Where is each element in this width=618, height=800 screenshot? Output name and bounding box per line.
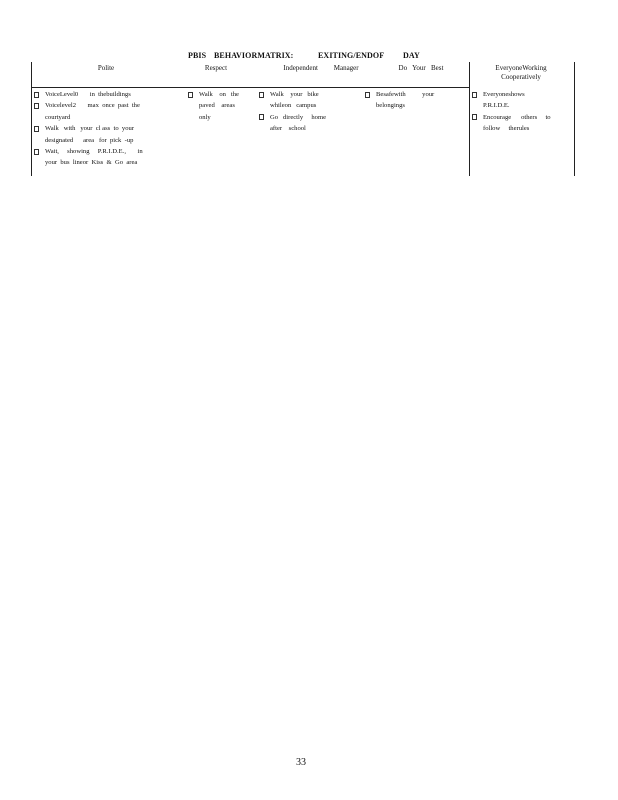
list-item bbox=[187, 89, 249, 123]
item-text: after school bbox=[270, 125, 306, 133]
item-text: paved areas bbox=[199, 102, 235, 110]
column-respect bbox=[187, 89, 249, 123]
column-polite bbox=[33, 89, 167, 169]
item-text: Wait, showing P.R.I.D.E., in bbox=[45, 148, 143, 156]
item-text: belongings bbox=[376, 102, 405, 110]
list-item bbox=[258, 112, 358, 135]
item-text: Walk your bike bbox=[270, 91, 319, 98]
list-item bbox=[33, 100, 167, 123]
item-text: whileon campus bbox=[270, 102, 317, 110]
column-cooperatively bbox=[471, 89, 571, 135]
checkbox-icon bbox=[259, 114, 264, 120]
item-text: Walk on the bbox=[199, 91, 239, 98]
header-rule bbox=[31, 87, 469, 88]
item-text: Everyoneshows bbox=[483, 91, 525, 98]
item-text: designated area for pick -up bbox=[45, 136, 134, 144]
header-cooperatively: Cooperatively bbox=[501, 73, 541, 81]
list-item bbox=[258, 89, 358, 112]
header-polite: Polite bbox=[97, 64, 115, 72]
checkbox-icon bbox=[259, 92, 264, 98]
item-text: follow therules bbox=[483, 125, 530, 133]
column-do-your-best bbox=[364, 89, 464, 112]
checkbox-icon bbox=[34, 149, 39, 155]
table-column-divider bbox=[469, 62, 470, 176]
list-item bbox=[471, 89, 571, 112]
list-item bbox=[364, 89, 464, 112]
header-everyone-working-cooperatively bbox=[471, 64, 571, 82]
header-independent: Independent bbox=[283, 64, 318, 72]
item-text: P.R.I.D.E. bbox=[483, 102, 510, 110]
checkbox-icon bbox=[34, 92, 39, 98]
header-manager: Manager bbox=[333, 64, 359, 72]
item-text: VoiceLevel0 in thebuildings bbox=[45, 91, 131, 98]
list-item bbox=[471, 112, 571, 135]
item-text: courtyard bbox=[45, 113, 71, 121]
title-part-day: DAY bbox=[403, 51, 420, 60]
item-text: Voicelevel2 max once past the bbox=[45, 102, 140, 110]
title-part-exiting-end-of: EXITING/ENDOF bbox=[318, 51, 385, 60]
item-text: Walk with your cl ass to your bbox=[45, 125, 135, 133]
list-item bbox=[33, 123, 167, 146]
column-independent-manager bbox=[258, 89, 358, 135]
list-item bbox=[33, 89, 167, 100]
title-part-pbis: PBIS bbox=[188, 51, 207, 60]
behavior-matrix-table bbox=[31, 62, 575, 176]
title-part-behavior-matrix: BEHAVIORMATRIX: bbox=[214, 51, 294, 60]
table-left-border bbox=[31, 62, 32, 176]
list-item bbox=[33, 146, 167, 169]
header-respect: Respect bbox=[204, 64, 228, 72]
checkbox-icon bbox=[472, 92, 477, 98]
page-number: 33 bbox=[296, 757, 306, 768]
checkbox-icon bbox=[365, 92, 370, 98]
header-independent-manager bbox=[261, 64, 381, 73]
header-do-your-best: Do Your Best bbox=[398, 64, 444, 72]
table-right-border bbox=[574, 62, 575, 176]
checkbox-icon bbox=[472, 114, 477, 120]
item-text: Besafewith your bbox=[376, 91, 435, 98]
header-everyone-working: EveryoneWorking bbox=[495, 64, 547, 72]
checkbox-icon bbox=[34, 103, 39, 109]
item-text: only bbox=[199, 113, 211, 121]
item-text: Encourage others to bbox=[483, 113, 551, 121]
checkbox-icon bbox=[188, 92, 193, 98]
checkbox-icon bbox=[34, 126, 39, 132]
item-text: Go directly home bbox=[270, 113, 327, 121]
item-text: your bus lineor Kiss & Go area bbox=[45, 159, 138, 167]
